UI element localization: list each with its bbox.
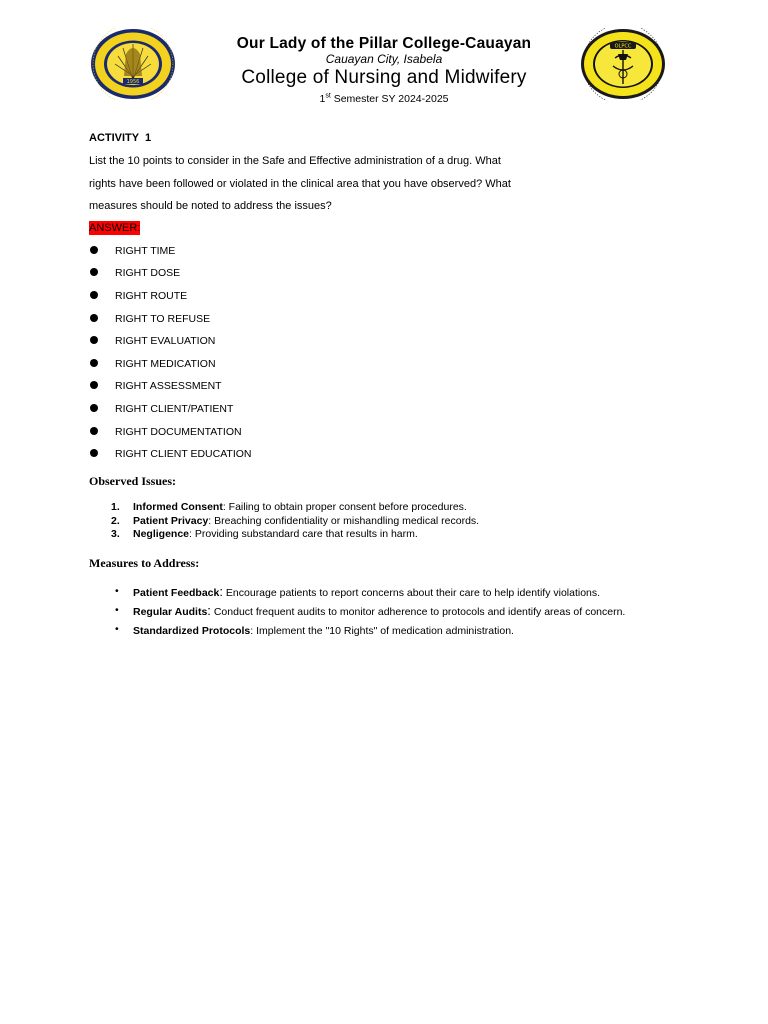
bullet-icon: [90, 381, 98, 389]
rights-list: [89, 244, 689, 470]
bullet-icon: [90, 291, 98, 299]
list-item: RIGHT ASSESSMENT: [89, 379, 689, 402]
list-item: RIGHT EVALUATION: [89, 334, 689, 357]
measures-heading: Measures to Address:: [89, 556, 200, 571]
bullet-icon: •: [115, 604, 119, 617]
list-item: RIGHT TIME: [89, 244, 689, 267]
bullet-icon: [90, 314, 98, 322]
school-name: Our Lady of the Pillar College-Cauayan: [236, 35, 532, 52]
list-item: 3. Negligence: Providing substandard care that results in harm.: [111, 528, 418, 541]
list-item: RIGHT MEDICATION: [89, 357, 689, 380]
list-item: • Regular Audits: Conduct frequent audits to monitor adherence to protocols and identify areas of concern.: [115, 603, 626, 619]
nursing-seal-logo: [580, 28, 666, 100]
observed-issues-heading: Observed Issues:: [89, 473, 177, 488]
document-body: [89, 130, 689, 642]
bullet-icon: •: [115, 622, 119, 635]
semester-text: Semester SY 2024-2025: [330, 93, 449, 105]
list-item: 1. Informed Consent: Failing to obtain proper consent before procedures.: [111, 500, 467, 513]
semester-number: 1: [319, 93, 326, 105]
list-item: RIGHT CLIENT EDUCATION: [89, 447, 689, 470]
bullet-icon: [90, 449, 98, 457]
college-name: College of Nursing and Midwifery: [241, 67, 527, 88]
question-line: List the 10 points to consider in the Safe and Effective administration of a drug. What: [89, 155, 501, 167]
list-item: RIGHT ROUTE: [89, 289, 689, 312]
observed-issues-list: [89, 501, 689, 542]
school-city: Cauayan City, Isabela: [325, 52, 443, 66]
question-line: measures should be noted to address the issues?: [89, 200, 332, 213]
activity-title: ACTIVITY 1: [89, 132, 152, 144]
list-item: • Standardized Protocols: Implement the "10 Rights" of medication administration.: [115, 622, 514, 637]
bullet-icon: •: [115, 585, 119, 598]
bullet-icon: [90, 246, 98, 254]
list-item: RIGHT CLIENT/PATIENT: [89, 402, 689, 425]
bullet-icon: [90, 427, 98, 435]
bullet-icon: [90, 336, 98, 344]
measures-list: [89, 585, 682, 638]
document-header: [180, 34, 588, 106]
bullet-icon: [90, 359, 98, 367]
answer-label: ANSWER:: [89, 221, 141, 234]
semester-line: [180, 92, 588, 106]
list-item: RIGHT DOSE: [89, 266, 689, 289]
list-item: RIGHT TO REFUSE: [89, 312, 689, 335]
seal-year-text: 1956: [126, 79, 140, 85]
college-seal-logo: [90, 28, 176, 100]
bullet-icon: [90, 404, 98, 412]
list-item: RIGHT DOCUMENTATION: [89, 425, 689, 448]
question-line: rights have been followed or violated in the clinical area that you have observed? What: [89, 177, 511, 190]
semester-ordinal: st: [325, 92, 331, 100]
list-item: • Patient Feedback: Encourage patients to report concerns about their care to help identify violations.: [115, 584, 601, 600]
bullet-icon: [90, 268, 98, 276]
list-item: 2. Patient Privacy: Breaching confidentiality or mishandling medical records.: [111, 514, 480, 527]
seal-banner-text: OLPCC: [614, 43, 632, 50]
